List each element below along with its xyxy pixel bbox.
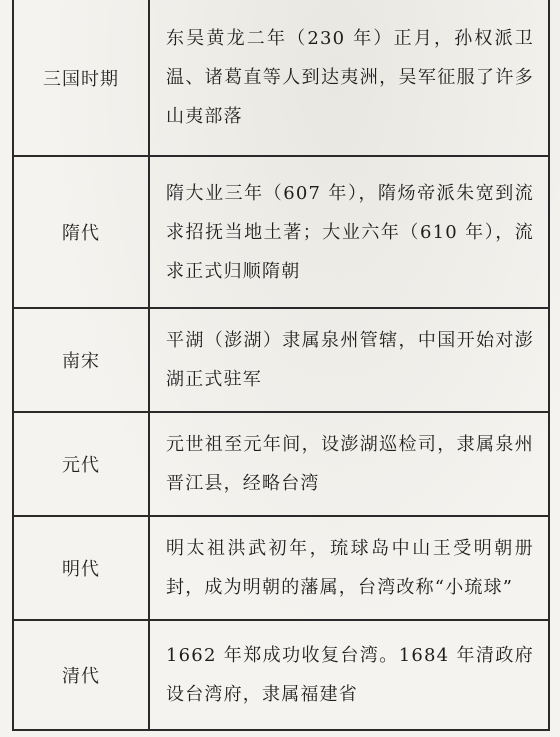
period-cell: 南宋 [13, 308, 149, 412]
period-cell: 清代 [13, 620, 149, 730]
period-cell: 明代 [13, 516, 149, 620]
history-table [12, 0, 550, 731]
event-cell: 平湖（澎湖）隶属泉州管辖，中国开始对澎湖正式驻军 [149, 308, 549, 412]
table-row [13, 156, 549, 308]
period-cell: 元代 [13, 412, 149, 516]
table-row [13, 0, 549, 156]
table-row [13, 308, 549, 412]
table-row [13, 620, 549, 730]
period-cell: 隋代 [13, 156, 149, 308]
period-cell: 三国时期 [13, 0, 149, 156]
event-cell: 东吴黄龙二年（230 年）正月，孙权派卫温、诸葛直等人到达夷洲，吴军征服了许多山夷部落 [149, 0, 549, 156]
event-cell: 元世祖至元年间，设澎湖巡检司，隶属泉州晋江县，经略台湾 [149, 412, 549, 516]
event-cell: 明太祖洪武初年，琉球岛中山王受明朝册封，成为明朝的藩属，台湾改称“小琉球” [149, 516, 549, 620]
event-cell: 1662 年郑成功收复台湾。1684 年清政府设台湾府，隶属福建省 [149, 620, 549, 730]
table-row [13, 412, 549, 516]
table-row [13, 516, 549, 620]
event-cell: 隋大业三年（607 年），隋炀帝派朱宽到流求招抚当地土著；大业六年（610 年），流求正式归顺隋朝 [149, 156, 549, 308]
